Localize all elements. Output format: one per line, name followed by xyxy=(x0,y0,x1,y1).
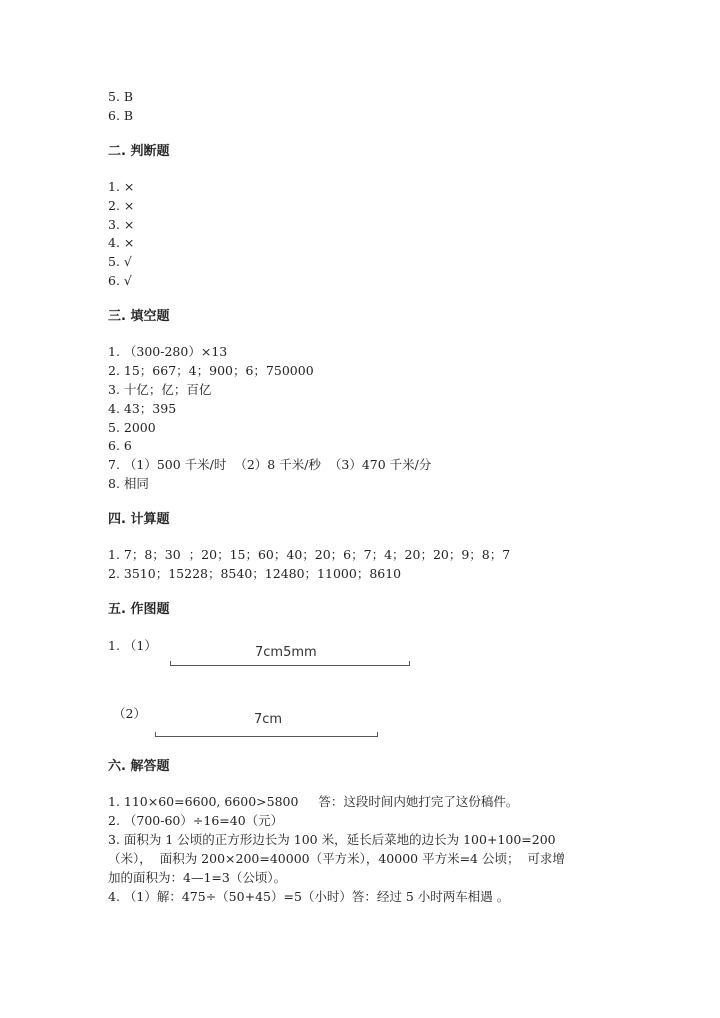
line-segment-7cm xyxy=(155,732,378,737)
answer-line: 5. √ xyxy=(108,254,132,269)
answer-line: 2. 15；667；4；900；6；750000 xyxy=(108,363,314,378)
answer-line: 4. （1）解：475÷（50+45）=5（小时）答：经过 5 小时两车相遇 。 xyxy=(108,889,510,904)
section-heading: 二. 判断题 xyxy=(108,144,170,159)
answer-line: 4. 43；395 xyxy=(108,401,177,416)
answer-line: 5. 2000 xyxy=(108,420,156,435)
drawing-question-2: （2） xyxy=(113,706,146,721)
answer-line: 1. 110×60=6600, 6600>5800 答：这段时间内她打完了这份稿件。 xyxy=(108,794,519,809)
answer-line: 加的面积为：4—1=3（公顷）。 xyxy=(108,870,287,885)
answer-line: 1. （300-280）×13 xyxy=(108,344,228,359)
answer-line: 7. （1）500 千米/时 （2）8 千米/秒 （3）470 千米/分 xyxy=(108,457,432,472)
drawing-question-1: 1. （1） xyxy=(108,638,157,653)
answer-line: 3. × xyxy=(108,217,135,232)
segment-label-1: 7cm5mm xyxy=(255,645,317,660)
line-segment-7cm5mm xyxy=(170,661,410,666)
section-heading: 六. 解答题 xyxy=(108,759,170,774)
answer-line: 5. B xyxy=(108,89,134,104)
answer-line: 6. B xyxy=(108,108,134,123)
answer-line: 2. × xyxy=(108,198,135,213)
answer-line: 3. 十亿；亿；百亿 xyxy=(108,382,212,397)
answer-line: （米）， 面积为 200×200=40000（平方米），40000 平方米=4 公顷； 可求增 xyxy=(108,851,565,866)
answer-line: 6. √ xyxy=(108,273,132,288)
section-heading: 三. 填空题 xyxy=(108,309,170,324)
section-heading: 五. 作图题 xyxy=(108,602,170,617)
answer-line: 3. 面积为 1 公顷的正方形边长为 100 米，延长后菜地的边长为 100+100=200 xyxy=(108,832,556,847)
answer-line: 1. 7；8；30 ；20；15；60；40；20；6；7；4；20；20；9；8；7 xyxy=(108,547,511,562)
answer-line: 1. × xyxy=(108,179,135,194)
answer-line: 6. 6 xyxy=(108,438,132,453)
segment-label-2: 7cm xyxy=(254,712,283,727)
section-heading: 四. 计算题 xyxy=(108,512,170,527)
answer-line: 8. 相同 xyxy=(108,476,149,491)
answer-line: 2. 3510；15228；8540；12480；11000；8610 xyxy=(108,566,402,581)
answer-line: 2. （700-60）÷16=40（元） xyxy=(108,813,284,828)
answer-line: 4. × xyxy=(108,235,135,250)
